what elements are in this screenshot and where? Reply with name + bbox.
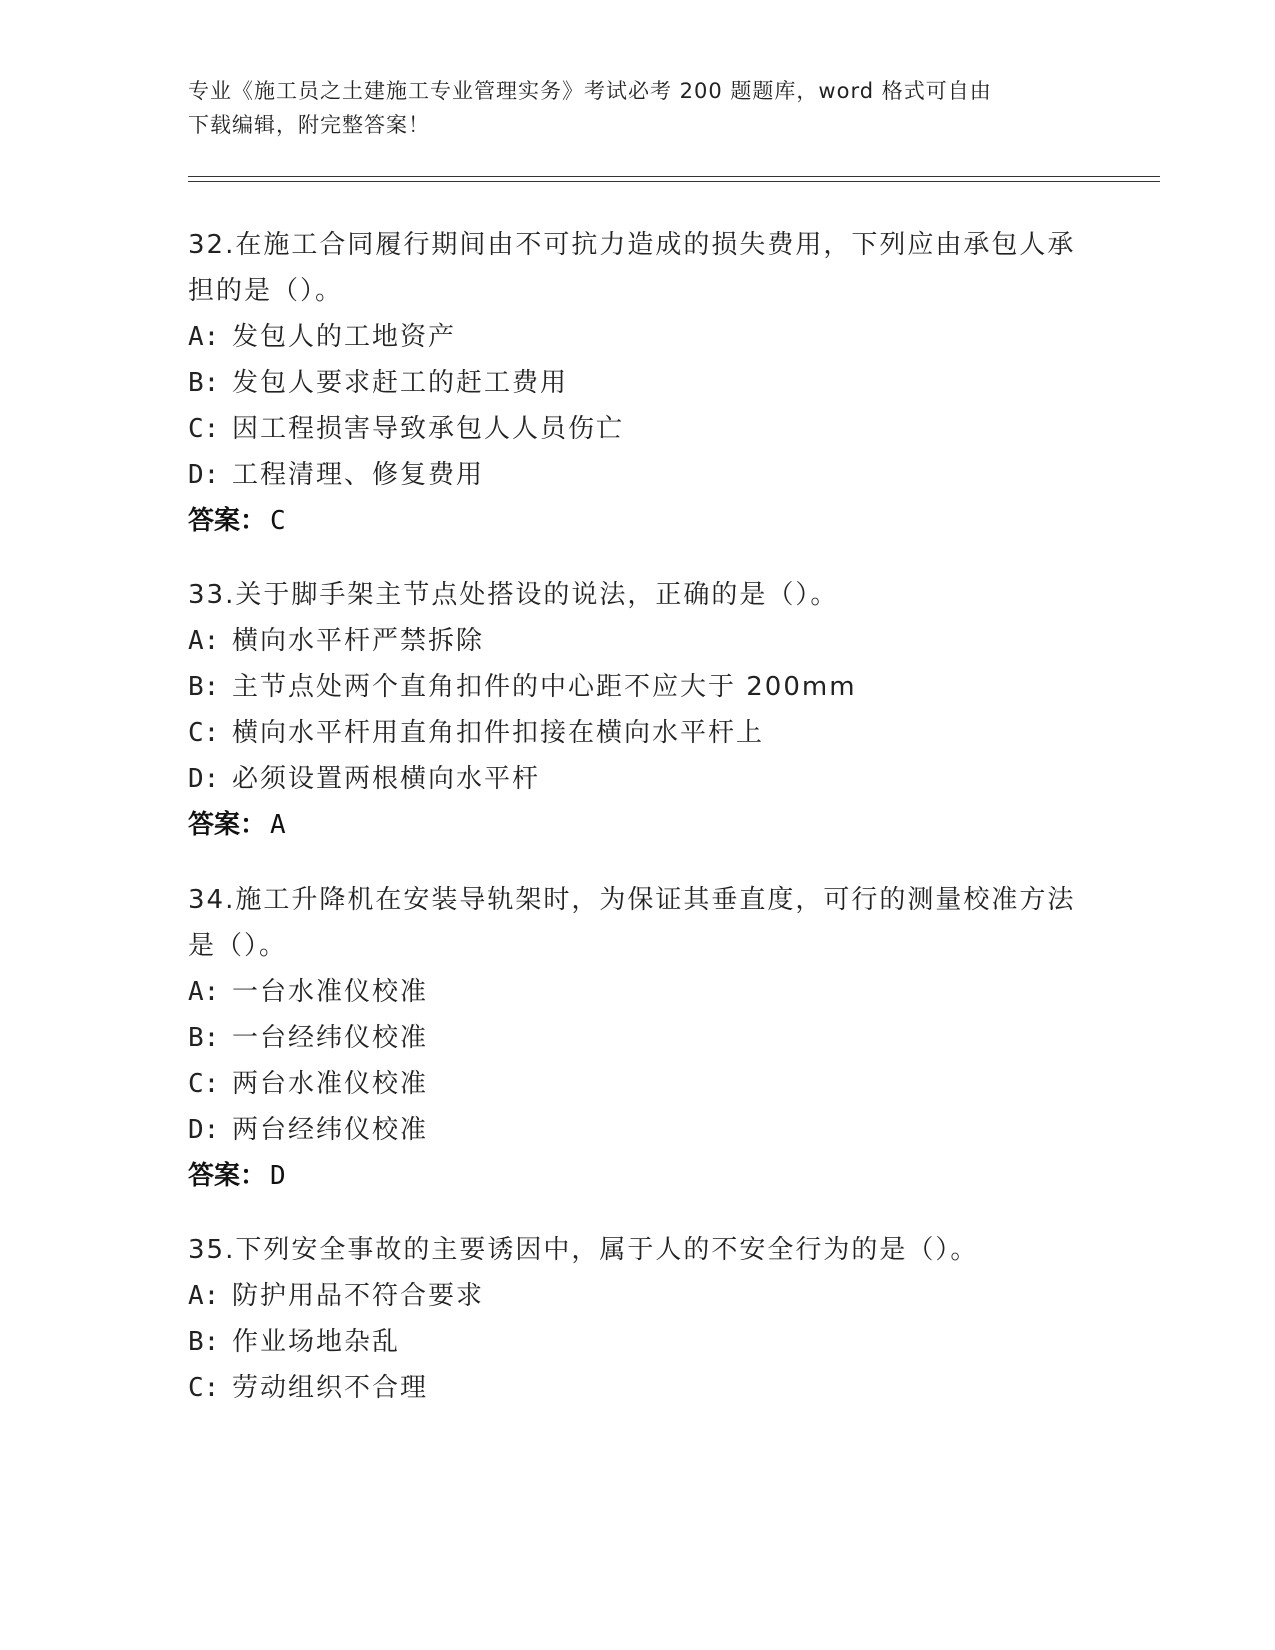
option-letter: B: — [188, 1327, 220, 1357]
option-letter: B: — [188, 1023, 220, 1053]
option-letter: C: — [188, 1373, 220, 1403]
question-stem: 32.在施工合同履行期间由不可抗力造成的损失费用，下列应由承包人承担的是（）。 — [188, 230, 1076, 306]
answer-line — [188, 498, 1088, 544]
option-d — [188, 756, 1088, 802]
question-35 — [188, 1227, 1088, 1411]
option-c — [188, 710, 1088, 756]
answer-label: 答案： — [188, 810, 267, 840]
option-letter: A: — [188, 626, 220, 656]
answer-label: 答案： — [188, 506, 267, 536]
option-text: 因工程损害导致承包人人员伤亡 — [232, 414, 625, 444]
option-letter: A: — [188, 322, 220, 352]
option-b — [188, 1015, 1088, 1061]
answer-value: C — [270, 506, 286, 536]
option-letter: B: — [188, 368, 220, 398]
document-intro — [188, 74, 1088, 142]
option-text: 两台经纬仪校准 — [232, 1115, 429, 1145]
option-text: 发包人的工地资产 — [232, 322, 457, 352]
option-letter: C: — [188, 718, 220, 748]
answer-line — [188, 1153, 1088, 1199]
option-text: 一台经纬仪校准 — [232, 1023, 429, 1053]
question-34 — [188, 877, 1088, 1199]
option-text: 主节点处两个直角扣件的中心距不应大于 200mm — [232, 672, 857, 702]
answer-label: 答案： — [188, 1161, 267, 1191]
option-a — [188, 969, 1088, 1015]
option-text: 防护用品不符合要求 — [232, 1281, 485, 1311]
answer-value: D — [270, 1161, 286, 1191]
option-text: 发包人要求赶工的赶工费用 — [232, 368, 569, 398]
answer-value: A — [270, 810, 286, 840]
option-c — [188, 1061, 1088, 1107]
option-c — [188, 1365, 1088, 1411]
option-c — [188, 406, 1088, 452]
option-text: 作业场地杂乱 — [232, 1327, 401, 1357]
question-32 — [188, 222, 1088, 544]
option-text: 横向水平杆用直角扣件扣接在横向水平杆上 — [232, 718, 765, 748]
option-letter: C: — [188, 414, 220, 444]
answer-line — [188, 802, 1088, 848]
option-letter: A: — [188, 977, 220, 1007]
option-letter: D: — [188, 1115, 220, 1145]
question-stem: 33.关于脚手架主节点处搭设的说法，正确的是（）。 — [188, 580, 839, 610]
option-text: 工程清理、修复费用 — [232, 460, 485, 490]
option-a — [188, 314, 1088, 360]
option-a — [188, 1273, 1088, 1319]
option-d — [188, 452, 1088, 498]
option-b — [188, 360, 1088, 406]
intro-line-2: 下载编辑，附完整答案！ — [188, 113, 430, 137]
header-divider — [188, 176, 1160, 182]
question-stem: 34.施工升降机在安装导轨架时，为保证其垂直度，可行的测量校准方法是（）。 — [188, 885, 1076, 961]
option-text: 必须设置两根横向水平杆 — [232, 764, 541, 794]
question-stem: 35.下列安全事故的主要诱因中，属于人的不安全行为的是（）。 — [188, 1235, 979, 1265]
option-letter: A: — [188, 1281, 220, 1311]
option-text: 横向水平杆严禁拆除 — [232, 626, 485, 656]
option-b — [188, 664, 1088, 710]
option-b — [188, 1319, 1088, 1365]
option-text: 一台水准仪校准 — [232, 977, 429, 1007]
option-text: 两台水准仪校准 — [232, 1069, 429, 1099]
option-letter: D: — [188, 764, 220, 794]
intro-line-1: 专业《施工员之土建施工专业管理实务》考试必考 200 题题库，word 格式可自由 — [188, 79, 992, 103]
option-letter: C: — [188, 1069, 220, 1099]
option-text: 劳动组织不合理 — [232, 1373, 429, 1403]
option-letter: B: — [188, 672, 220, 702]
question-33 — [188, 572, 1088, 848]
option-a — [188, 618, 1088, 664]
option-letter: D: — [188, 460, 220, 490]
option-d — [188, 1107, 1088, 1153]
